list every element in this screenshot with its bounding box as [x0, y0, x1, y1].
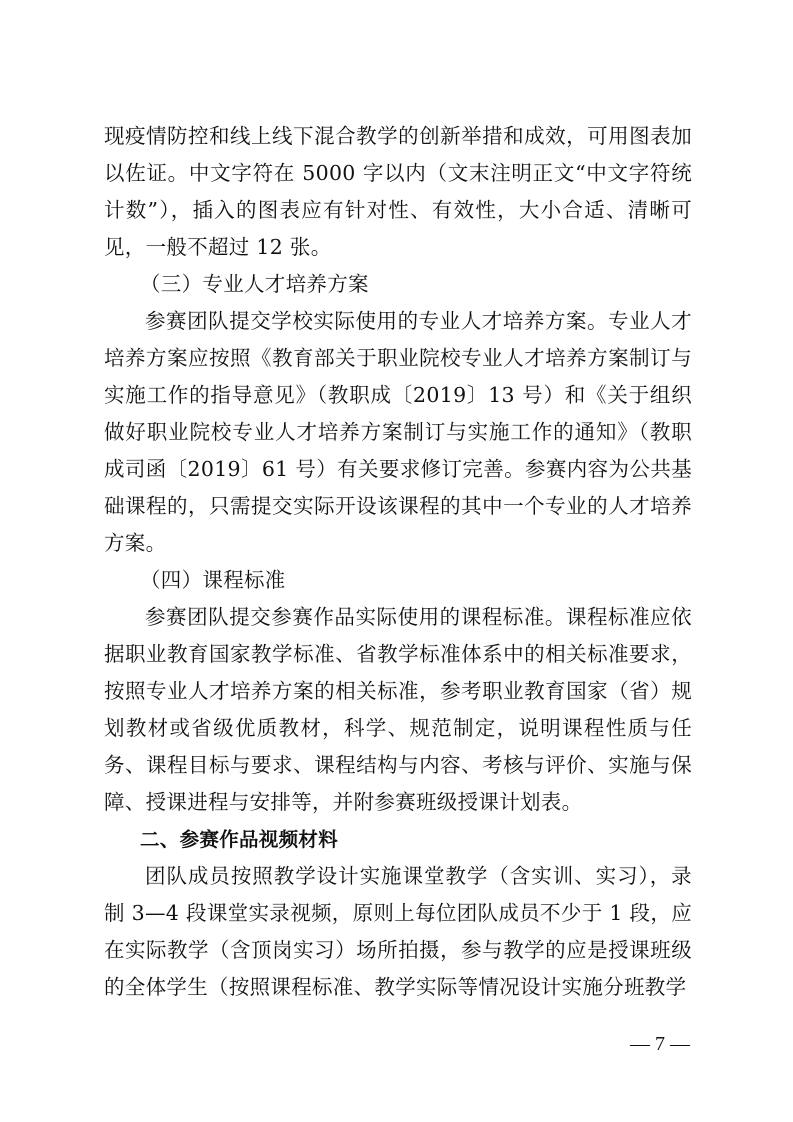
video-materials-paragraph: 团队成员按照教学设计实施课堂教学（含实训、实习），录制 3—4 段课堂实录视频，原则上每位团队成员不少于 1 段，应在实际教学（含顶岗实习）场所拍摄，参与教学的应是授课班级的全体学生（按照课程标准、教学实际等情况设计实施分班教学	[104, 864, 692, 999]
section-heading-video-materials: 二、参赛作品视频材料	[140, 828, 339, 851]
continuation-paragraph: 现疫情防控和线上线下混合教学的创新举措和成效，可用图表加以佐证。中文字符在 5000 字以内（文末注明正文“中文字符统计数”），插入的图表应有针对性、有效性，大小合适、清晰可见，一般不超过 12 张。	[104, 124, 692, 259]
subsection-heading-talent-plan: （三）专业人才培养方案	[140, 272, 369, 296]
subsection-heading-course-standard: （四）课程标准	[140, 568, 286, 592]
course-standard-paragraph: 参赛团队提交参赛作品实际使用的课程标准。课程标准应依据职业教育国家教学标准、省教学标准体系中的相关标准要求，按照专业人才培养方案的相关标准，参考职业教育国家（省）规划教材或省级优质教材，科学、规范制定，说明课程性质与任务、课程目标与要求、课程结构与内容、考核与评价、实施与保障、授课进程与安排等，并附参赛班级授课计划表。	[104, 605, 692, 814]
page-number: — 7 —	[630, 1033, 690, 1055]
talent-plan-paragraph: 参赛团队提交学校实际使用的专业人才培养方案。专业人才培养方案应按照《教育部关于职业院校专业人才培养方案制订与实施工作的指导意见》（教职成〔2019〕13 号）和《关于组织做好职业院校专业人才培养方案制订与实施工作的通知》（教职成司函〔2019〕61 号）有关要求修订完善。参赛内容为公共基础课程的，只需提交实际开设该课程的其中一个专业的人才培养方案。	[104, 309, 692, 555]
document-body	[104, 118, 692, 1006]
